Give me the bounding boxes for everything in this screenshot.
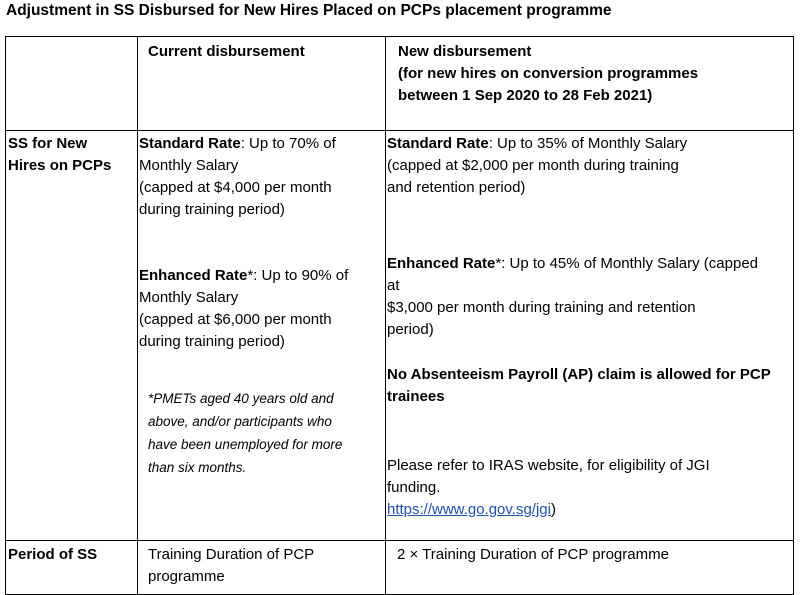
row-label-period: Period of SS: [8, 546, 98, 563]
row-label-ss-line2: Hires on PCPs: [8, 157, 112, 174]
standard-rate-label: Standard Rate: [387, 135, 489, 152]
standard-rate-text: : Up to 70% of: [240, 135, 336, 152]
current-standard-line: during training period): [139, 201, 285, 218]
enhanced-rate-label: Enhanced Rate: [387, 255, 496, 272]
header-current: Current disbursement: [148, 43, 305, 60]
current-period-line: programme: [148, 568, 225, 585]
header-new-sub2: between 1 Sep 2020 to 28 Feb 2021): [398, 87, 653, 104]
ap-claim-note: No Absenteeism Payroll (AP) claim is allowed for PCP: [387, 366, 771, 383]
header-new-sub1: (for new hires on conversion programmes: [398, 65, 699, 82]
jgi-link-line: [387, 499, 556, 521]
new-enhanced-line: period): [387, 321, 434, 338]
current-enhanced-rate: [139, 265, 348, 287]
ap-claim-note-line2: trainees: [387, 388, 445, 405]
iras-note-line2: funding.: [387, 479, 441, 496]
page-title: Adjustment in SS Disbursed for New Hires Placed on PCPs placement programme: [6, 2, 612, 19]
current-enhanced-line: during training period): [139, 333, 285, 350]
header-new-title: New disbursement: [398, 43, 532, 60]
iras-note: Please refer to IRAS website, for eligibility of JGI: [387, 457, 710, 474]
table-border-row: [5, 540, 793, 541]
table-divider-1: [137, 36, 138, 595]
current-enhanced-line: (capped at $6,000 per month: [139, 311, 332, 328]
table-border-top: [5, 36, 793, 37]
current-period-line: Training Duration of PCP: [148, 546, 315, 563]
table-border-right: [793, 36, 794, 595]
current-enhanced-line: Monthly Salary: [139, 289, 239, 306]
new-enhanced-rate: [387, 253, 792, 275]
table-divider-2: [385, 36, 386, 595]
new-enhanced-line: $3,000 per month during training and retention: [387, 299, 696, 316]
enhanced-rate-text: *: Up to 45% of Monthly Salary (capped: [495, 255, 759, 272]
new-standard-rate: [387, 133, 687, 155]
new-period: 2 × Training Duration of PCP programme: [397, 546, 669, 563]
jgi-link[interactable]: https://www.go.gov.sg/jgi: [387, 501, 551, 518]
standard-rate-label: Standard Rate: [139, 135, 241, 152]
new-enhanced-line: at: [387, 277, 400, 294]
footnote-line: above, and/or participants who: [148, 414, 332, 429]
footnote-line: than six months.: [148, 460, 247, 475]
current-standard-rate: [139, 133, 336, 155]
footnote-line: have been unemployed for more: [148, 437, 343, 452]
new-standard-line: and retention period): [387, 179, 526, 196]
enhanced-rate-text: *: Up to 90% of: [247, 267, 349, 284]
footnote-line: *PMETs aged 40 years old and: [148, 391, 334, 406]
current-standard-line: (capped at $4,000 per month: [139, 179, 332, 196]
table-border-header: [5, 130, 793, 131]
enhanced-rate-label: Enhanced Rate: [139, 267, 248, 284]
new-standard-line: (capped at $2,000 per month during training: [387, 157, 679, 174]
link-suffix: ): [550, 501, 556, 518]
standard-rate-text: : Up to 35% of Monthly Salary: [488, 135, 688, 152]
current-standard-line: Monthly Salary: [139, 157, 239, 174]
row-label-ss-line1: SS for New: [8, 135, 88, 152]
table-border-left: [5, 36, 6, 595]
